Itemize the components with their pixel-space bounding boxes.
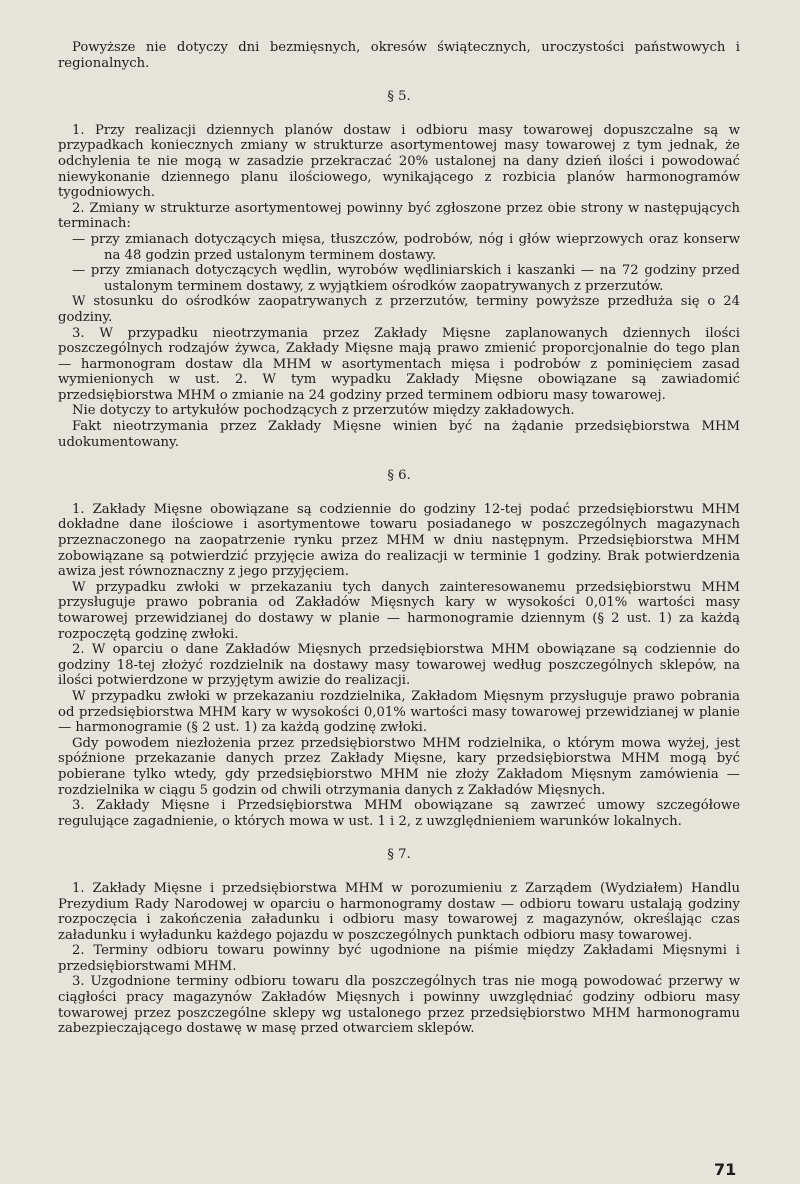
s6-paragraph-4: W przypadku zwłoki w przekazaniu rozdzielnika, Zakładom Mięsnym przysługuje prawo pobrania od przedsiębiorstwa MHM kary w wysokości 0,01% wartości masy towarowej przewidzianej w planie — harmonogramie (§ 2 ust. 1) za każdą godzinę zwłoki. — [58, 688, 740, 736]
s6-paragraph-6: 3. Zakłady Mięsne i Przedsiębiorstwa MHM obowiązane są zawrzeć umowy szczegółowe regulujące zagadnienie, o których mowa w ust. 1 i 2, z uwzględnieniem warunków lokalnych. — [58, 798, 740, 829]
document-page — [58, 40, 740, 1037]
section-6-heading: § 6. — [387, 468, 411, 484]
s5-paragraph-6: Fakt nieotrzymania przez Zakłady Mięsne winien być na żądanie przedsiębiorstwa MHM udokumentowany. — [58, 419, 740, 450]
s5-paragraph-2: 2. Zmiany w strukturze asortymentowej powinny być zgłoszone przez obie strony w następujących terminach: — [58, 200, 740, 232]
s6-paragraph-2: W przypadku zwłoki w przekazaniu tych danych zainteresowanemu przedsiębiorstwu MHM przysługuje prawo pobrania od Zakładów Mięsnych kary w wysokości 0,01% wartości masy towarowej przewidzianej do dostawy w planie — harmonogramie dziennym (§ 2 ust. 1) za każdą rozpoczętą godzinę zwłoki. — [58, 579, 740, 642]
section-7-heading: § 7. — [387, 847, 411, 863]
page-number: 71 — [714, 1160, 737, 1179]
s5-paragraph-3: W stosunku do ośrodków zaopatrywanych z przerzutów, terminy powyższe przedłuża się o 24 godziny. — [58, 294, 740, 325]
s6-paragraph-3: 2. W oparciu o dane Zakładów Mięsnych przedsiębiorstwa MHM obowiązane są codziennie do godziny 18-tej złożyć rozdzielnik na dostawy masy towarowej według poszczególnych sklepów, na ilości potwierdzone w przyjętym awizie do realizacji. — [58, 642, 740, 689]
s5-dash-item-1: — przy zmianach dotyczących mięsa, tłuszczów, podrobów, nóg i głów wieprzowych oraz konserw na 48 godzin przed ustalonym terminem dostawy. — [72, 231, 740, 263]
s7-paragraph-2: 2. Terminy odbioru towaru powinny być ugodnione na piśmie między Zakładami Mięsnymi i przedsiębiorstwami MHM. — [58, 943, 740, 974]
s5-paragraph-4: 3. W przypadku nieotrzymania przez Zakłady Mięsne zaplanowanych dziennych ilości poszczególnych rodzajów żywca, Zakłady Mięsne mają prawo zmienić proporcjonalnie do tego plan — harmonogram dostaw dla MHM w asortymentach mięsa i podrobów z pominięciem zasad wymienionych w ust. 2. W tym wypadku Zakłady Mięsne obowiązane są zawiadomić przedsiębiorstwa MHM o zmianie na 24 godziny przed terminem odbioru masy towarowej. — [58, 325, 740, 403]
intro-paragraph: Powyższe nie dotyczy dni bezmięsnych, okresów świątecznych, uroczystości państwowych i regionalnych. — [58, 40, 740, 71]
s6-paragraph-5: Gdy powodem niezłożenia przez przedsiębiorstwo MHM rodzielnika, o którym mowa wyżej, jest spóźnione przekazanie danych przez Zakłady Mięsne, kary przedsiębiorstwa MHM mogą być pobierane tylko wtedy, gdy przedsiębiorstwo MHM nie złoży Zakładom Mięsnym zamówienia — rozdzielnika w ciągu 5 godzin od chwili otrzymania danych z Zakładów Mięsnych. — [58, 735, 740, 798]
s7-paragraph-3: 3. Uzgodnione terminy odbioru towaru dla poszczególnych tras nie mogą powodować przerwy w ciągłości pracy magazynów Zakładów Mięsnych i powinny uwzględniać godziny odbioru masy towarowej przez poszczególne sklepy wg ustalonego przez przedsiębiorstwo MHM harmonogramu zabezpieczającego dostawę w masę przed otwarciem sklepów. — [58, 974, 740, 1037]
s7-paragraph-1: 1. Zakłady Mięsne i przedsiębiorstwa MHM w porozumieniu z Zarządem (Wydziałem) Handlu Prezydium Rady Narodowej w oparciu o harmonogramy dostaw — odbioru towaru ustalają godziny rozpoczęcia i zakończenia załadunku i odbioru masy towarowej z magazynów, określając czas załadunku i wyładunku każdego pojazdu w poszczególnych punktach odbioru masy towarowej. — [58, 880, 740, 943]
s5-dash-item-2: — przy zmianach dotyczących wędlin, wyrobów wędliniarskich i kaszanki — na 72 godziny przed ustalonym terminem dostawy, z wyjątkiem ośrodków zaopatrywanych z przerzutów. — [72, 263, 740, 294]
s6-paragraph-1: 1. Zakłady Mięsne obowiązane są codziennie do godziny 12-tej podać przedsiębiorstwu MHM dokładne dane ilościowe i asortymentowe towaru posiadanego w poszczególnych magazynach przeznaczonego na zaopatrzenie rynku przez MHM w dniu następnym. Przedsiębiorstwa MHM zobowiązane są potwierdzić przyjęcie awiza do realizacji w terminie 1 godziny. Brak potwierdzenia awiza jest równoznaczny z jego przyjęciem. — [58, 501, 740, 580]
section-5-heading: § 5. — [387, 89, 411, 105]
s5-paragraph-1: 1. Przy realizacji dziennych planów dostaw i odbioru masy towarowej dopuszczalne są w przypadkach koniecznych zmiany w strukturze asortymentowej masy towarowej z tym jednak, że odchylenia te nie mogą w zasadzie przekraczać 20% ustalonej na dany dzień ilości i powodować niewykonanie dziennego planu ilościowego, wynikającego z rozbicia planów harmonogramów tygodniowych. — [58, 122, 740, 201]
s5-paragraph-5: Nie dotyczy to artykułów pochodzących z przerzutów między zakładowych. — [72, 403, 575, 419]
